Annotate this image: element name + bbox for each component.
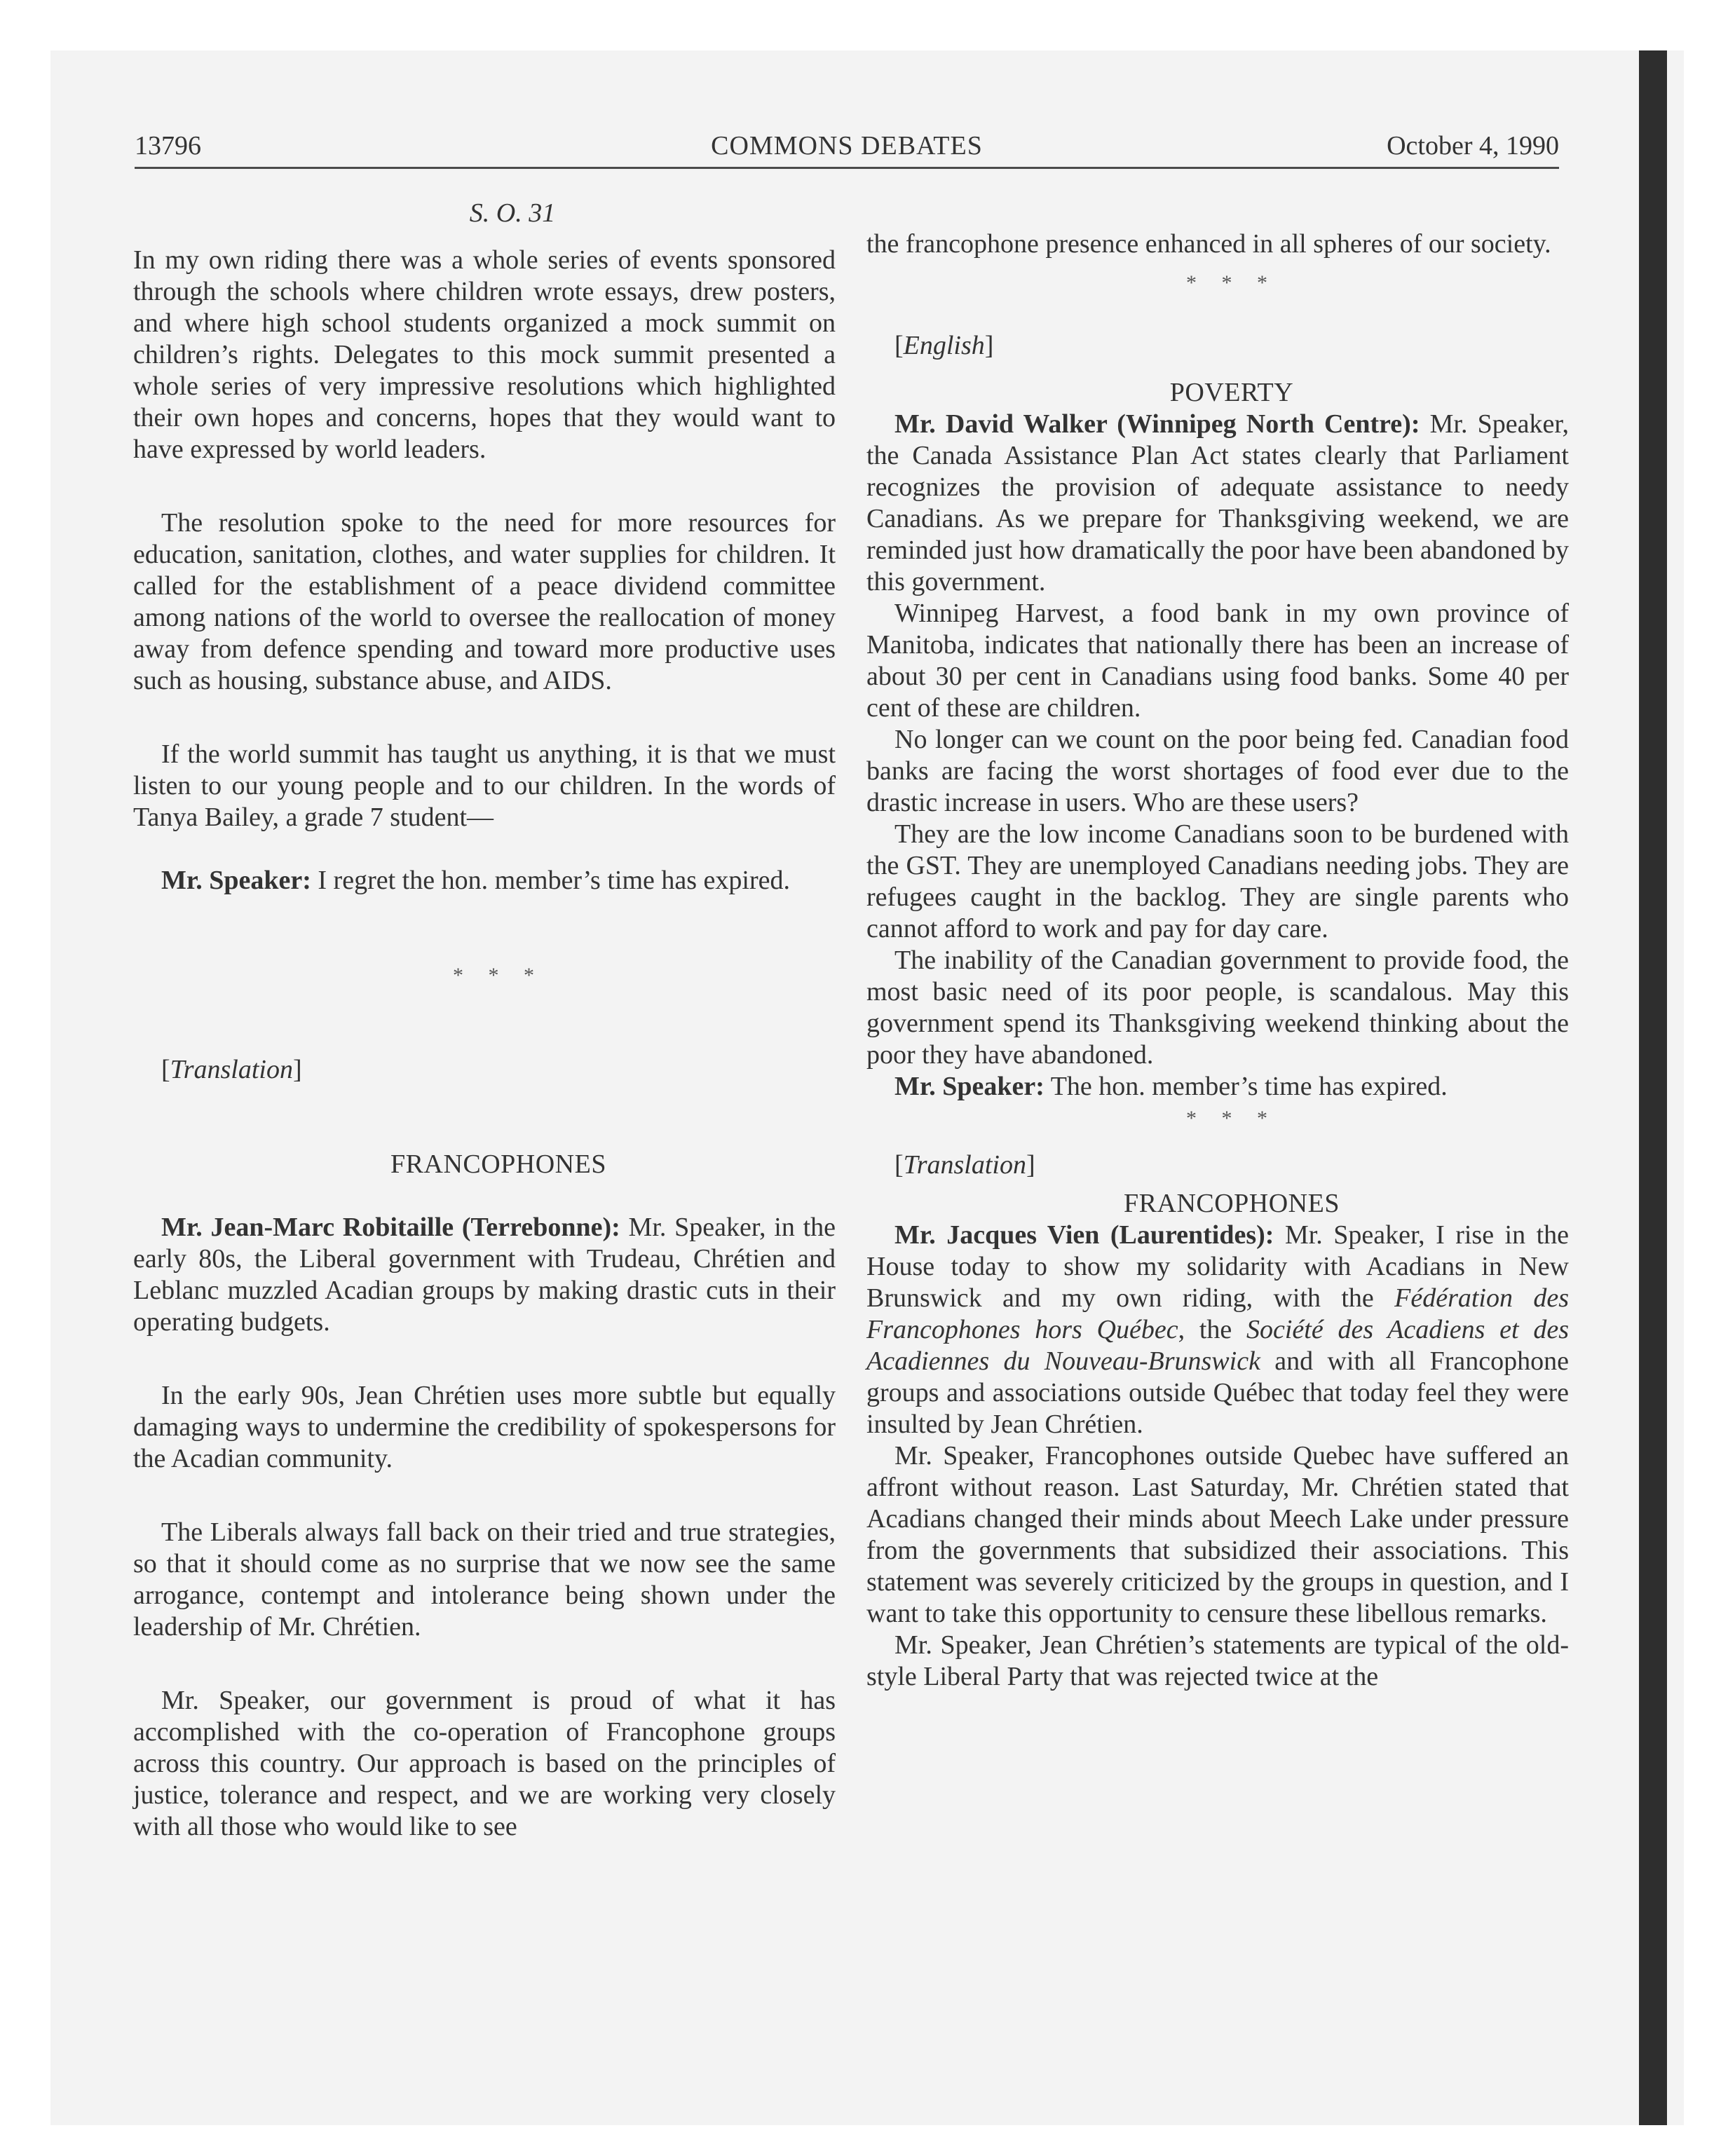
speaker-name: Mr. Speaker: [161, 866, 311, 895]
section-heading: FRANCOPHONES [390, 1149, 606, 1179]
right-column [866, 198, 1569, 1693]
speaker-paragraph [133, 865, 836, 896]
speech-text: Mr. Speaker, in the early 80s, the Liberal government with Trudeau, Chrétien and Leblanc muzzled Acadian groups by making drastic cuts in their operating budgets. [133, 1213, 836, 1337]
speech-text: Mr. Speaker, the Canada Assistance Plan Act states clearly that Parliament recognizes the provision of adequate assistance to needy Canadians. As we prepare for Thanksgiving weekend, we are reminded just how dramatically the poor have been abandoned by this government. [866, 409, 1569, 596]
paragraph: the francophone presence enhanced in all spheres of our society. [866, 229, 1551, 259]
publication-date: October 4, 1990 [1387, 131, 1559, 161]
speaker-name: Mr. Jean-Marc Robitaille (Terrebonne): [161, 1213, 620, 1242]
paragraph: Winnipeg Harvest, a food bank in my own province of Manitoba, indicates that nationally there has been an increase of about 30 per cent in Canadians using food banks. Some 40 per cent of these are children. [866, 599, 1569, 723]
left-column [133, 198, 836, 1843]
page-number: 13796 [135, 131, 201, 161]
scan-edge-shadow [1639, 50, 1667, 2125]
organization-name: Fédération des Francophones hors Québec [866, 1283, 1569, 1344]
language-tag: [Translation] [894, 1150, 1035, 1180]
section-separator: * * * [453, 964, 544, 987]
language-tag-label: Translation [903, 1150, 1026, 1180]
section-heading: FRANCOPHONES [1124, 1189, 1340, 1218]
paragraph: The resolution spoke to the need for more resources for education, sanitation, clothes, and water supplies for children. It called for the establishment of a peace dividend committee among nations of the world to oversee the reallocation of money away from defence spending and toward more productive uses such as housing, substance abuse, and AIDS. [133, 508, 836, 695]
paragraph: Mr. Speaker, Jean Chrétien’s statements are typical of the old-style Liberal Party that was rejected twice at the [866, 1630, 1569, 1691]
speech-text: I regret the hon. member’s time has expired. [311, 866, 790, 895]
speaker-paragraph [866, 1220, 1569, 1440]
speech-text: , the [1178, 1315, 1246, 1344]
section-separator: * * * [1186, 271, 1277, 294]
section-marker: S. O. 31 [469, 198, 556, 228]
paragraph: In the early 90s, Jean Chrétien uses more subtle but equally damaging ways to undermine the credibility of spokespersons for the Acadian community. [133, 1381, 836, 1473]
language-tag: [Translation] [161, 1055, 302, 1084]
publication-title: COMMONS DEBATES [711, 131, 983, 161]
paragraph: The Liberals always fall back on their tried and true strategies, so that it should come as no surprise that we now see the same arrogance, contempt and intolerance being shown under the leadership of Mr. Chrétien. [133, 1517, 836, 1642]
speech-text: and with all Francophone groups and associations outside Québec that today feel they were insulted by Jean Chrétien. [866, 1346, 1570, 1439]
speaker-paragraph [133, 1212, 836, 1338]
speaker-name: Mr. Speaker: [894, 1072, 1045, 1101]
language-tag: [English] [894, 331, 994, 360]
speech-text: The hon. member’s time has expired. [1044, 1072, 1448, 1101]
section-separator: * * * [1186, 1107, 1277, 1130]
paragraph: The inability of the Canadian government to provide food, the most basic need of its poor people, is scandalous. May this government spend its Thanksgiving weekend thinking about the poor they have abandoned. [866, 946, 1569, 1070]
page-header [135, 123, 1559, 168]
paragraph: They are the low income Canadians soon to be burdened with the GST. They are unemployed Canadians needing jobs. They are refugees caught in the backlog. They are single parents who cannot afford to work and pay for day care. [866, 819, 1569, 943]
speaker-paragraph [866, 409, 1569, 598]
organization-name: Société des Acadiens et des Acadiennes du Nouveau-Brunswick [866, 1315, 1569, 1376]
header-rule [135, 167, 1559, 169]
speaker-paragraph [866, 1071, 1569, 1103]
paragraph: Mr. Speaker, our government is proud of what it has accomplished with the co-operation of Francophone groups across this country. Our approach is based on the principles of justice, tolerance and respect, and we are working very closely with all those who would like to see [133, 1686, 836, 1841]
section-heading: POVERTY [1169, 378, 1294, 407]
language-tag-label: English [903, 331, 985, 360]
language-tag-label: Translation [170, 1055, 293, 1084]
paragraph: In my own riding there was a whole series of events sponsored through the schools where children wrote essays, drew posters, and where high school students organized a mock summit on children’s rights. Delegates to this mock summit presented a whole series of very impressive resolutions which highlighted their own hopes and concerns, hopes that they would want to have expressed by world leaders. [133, 245, 836, 464]
paragraph: If the world summit has taught us anything, it is that we must listen to our young people and to our children. In the words of Tanya Bailey, a grade 7 student— [133, 739, 836, 832]
speaker-name: Mr. Jacques Vien (Laurentides): [894, 1220, 1274, 1250]
speech-text: Mr. Speaker, I rise in the House today to show my solidarity with Acadians in New Brunswick and my own riding, with the [866, 1220, 1569, 1313]
paragraph: Mr. Speaker, Francophones outside Quebec have suffered an affront without reason. Last Saturday, Mr. Chrétien stated that Acadians changed their minds about Meech Lake under pressure from the governments that subsidized their associations. This statement was severely criticized by the groups in question, and I want to take this opportunity to censure these libellous remarks. [866, 1441, 1569, 1628]
speaker-name: Mr. David Walker (Winnipeg North Centre): [894, 409, 1420, 439]
paragraph: No longer can we count on the poor being fed. Canadian food banks are facing the worst shortages of food ever due to the drastic increase in users. Who are these users? [866, 725, 1569, 817]
